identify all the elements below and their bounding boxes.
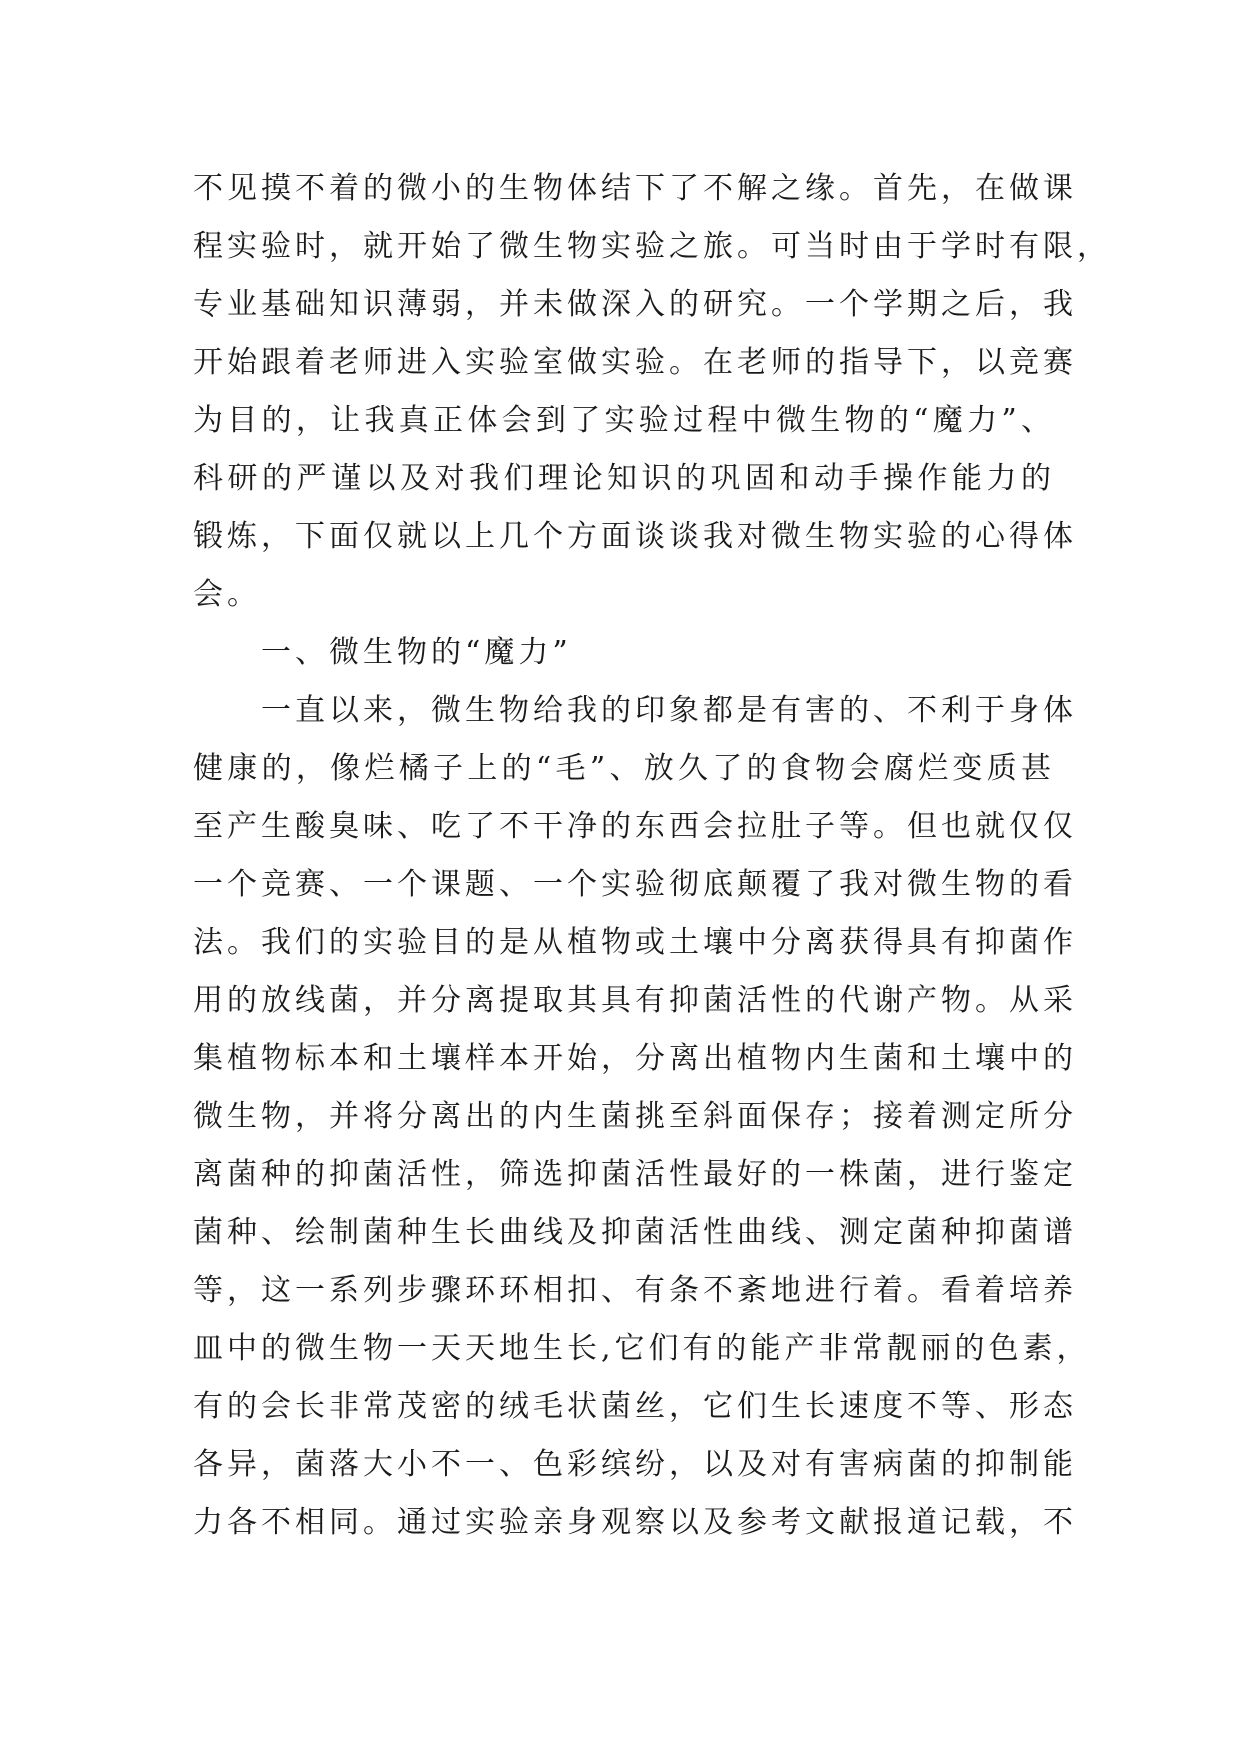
text-line: 菌种、绘制菌种生长曲线及抑菌活性曲线、测定菌种抑菌谱 (193, 1215, 1077, 1250)
text-line: 程实验时，就开始了微生物实验之旅。可当时由于学时有限， (193, 229, 1111, 264)
text-line: 微生物，并将分离出的内生菌挑至斜面保存；接着测定所分 (193, 1099, 1077, 1134)
text-line: 等，这一系列步骤环环相扣、有条不紊地进行着。看着培养 (193, 1273, 1077, 1308)
section-heading (193, 624, 1055, 682)
paragraph-intro (193, 160, 1111, 624)
text-line: 离菌种的抑菌活性，筛选抑菌活性最好的一株菌，进行鉴定 (193, 1157, 1077, 1192)
text-line: 用的放线菌，并分离提取其具有抑菌活性的代谢产物。从采 (193, 983, 1077, 1018)
paragraph-body (193, 682, 1091, 1552)
text-line: 锻炼，下面仅就以上几个方面谈谈我对微生物实验的心得体 (193, 519, 1077, 554)
text-line: 至产生酸臭味、吃了不干净的东西会拉肚子等。但也就仅仅 (193, 809, 1077, 844)
text-line: 科研的严谨以及对我们理论知识的巩固和动手操作能力的 (193, 461, 1055, 496)
text-line: 有的会长非常茂密的绒毛状菌丝，它们生长速度不等、形态 (193, 1389, 1077, 1424)
text-line: 皿中的微生物一天天地生长,它们有的能产非常靓丽的色素， (193, 1331, 1091, 1366)
text-line: 一个竞赛、一个课题、一个实验彻底颠覆了我对微生物的看 (193, 867, 1077, 902)
text-line: 不见摸不着的微小的生物体结下了不解之缘。首先，在做课 (193, 171, 1077, 206)
text-line: 集植物标本和土壤样本开始，分离出植物内生菌和土壤中的 (193, 1041, 1077, 1076)
document-body (193, 160, 1111, 1552)
heading-text: 一、微生物的“魔力” (261, 635, 572, 670)
text-line: 专业基础知识薄弱，并未做深入的研究。一个学期之后，我 (193, 287, 1077, 322)
text-line: 健康的，像烂橘子上的“毛”、放久了的食物会腐烂变质甚 (193, 751, 1055, 786)
text-line: 会。 (193, 577, 261, 612)
text-line: 法。我们的实验目的是从植物或土壤中分离获得具有抑菌作 (193, 925, 1077, 960)
text-line: 开始跟着老师进入实验室做实验。在老师的指导下，以竞赛 (193, 345, 1077, 380)
text-line: 一直以来，微生物给我的印象都是有害的、不利于身体 (261, 693, 1077, 728)
text-line: 各异，菌落大小不一、色彩缤纷，以及对有害病菌的抑制能 (193, 1447, 1077, 1482)
text-line: 为目的，让我真正体会到了实验过程中微生物的“魔力”、 (193, 403, 1055, 438)
text-line: 力各不相同。通过实验亲身观察以及参考文献报道记载，不 (193, 1505, 1077, 1540)
